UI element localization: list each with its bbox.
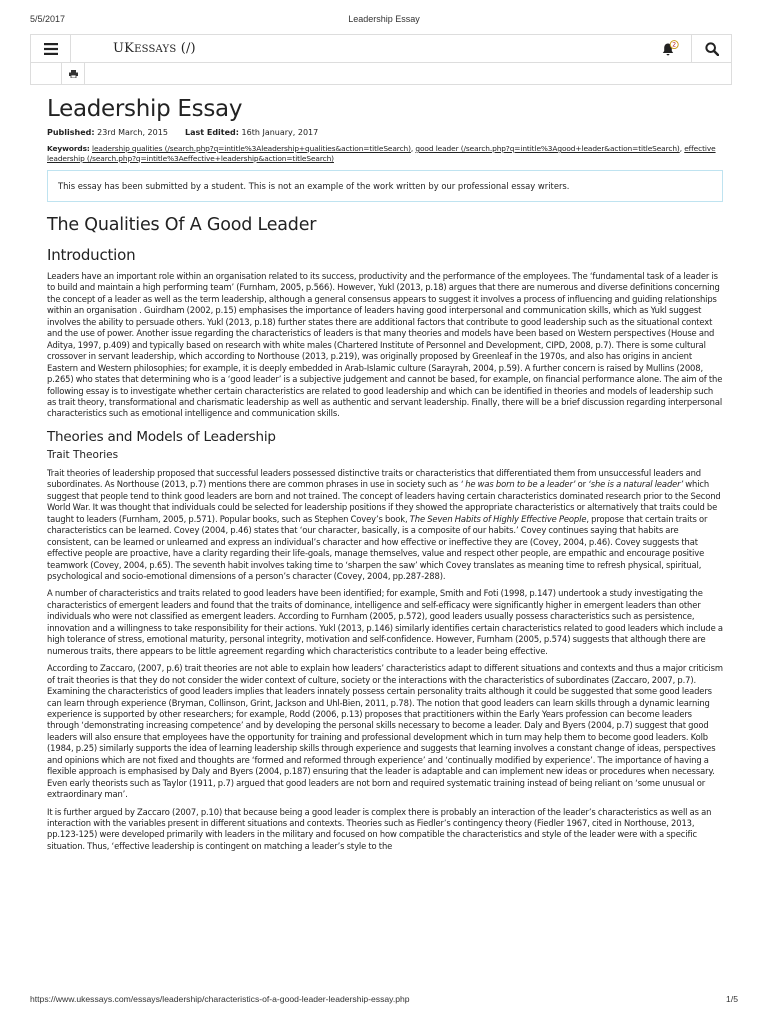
section-heading: Theories and Models of Leadership — [47, 428, 276, 445]
paragraph: It is further argued by Zaccaro (2007, p.10) that because being a good leader is complex there is probably an interaction of the leader’s characteristics as well as an interaction with the variables present in different situations and contexts. Theories such as Fiedler’s contingency theory (Fiedler 1967, cited in Northouse, 2013, pp.123-125) were developed primarily with leaders in the military and focused on how compatible the characteristics and style of the leader were with a specific situation. Thus, ‘effective leadership is contingent on matching a leader’s style to the — [47, 806, 712, 851]
site-navbar — [30, 34, 732, 63]
print-footer — [30, 994, 738, 1008]
section-heading: The Qualities Of A Good Leader — [47, 215, 317, 235]
keyword-link[interactable]: leadership qualities (/search.php?q=intitle%3Aleadership+qualities&action=titleSearch) — [91, 144, 411, 153]
menu-button[interactable] — [31, 35, 71, 62]
edited-label: Last Edited: — [185, 128, 239, 137]
edited-date: 16th January, 2017 — [241, 128, 319, 137]
student-essay-notice: This essay has been submitted by a student. This is not an example of the work written by our professional essay writers. — [47, 170, 723, 202]
bell-icon — [661, 40, 681, 58]
print-date: 5/5/2017 — [30, 14, 66, 24]
published-date: 23rd March, 2015 — [97, 128, 168, 137]
paragraph: According to Zaccaro, (2007, p.6) trait theories are not able to explain how leaders’ characteristics adapt to different situations and contexts and thus a major criticism of trait theories is that they do not consider the wider context of culture, society or the interactions with the characteristics of subordinates (Zaccaro, 2007, p.7). Examining the characteristics of good leaders implies that leaders innately possess certain personality traits although it could be suggested that some good leaders can learn through experience (Bryman, Collinson, Grint, Jackson and Uhl-Bien, 2011, p.78). The notion that good leaders can learn skills through a dynamic learning experience is supported by other researchers; for example, Rodd (2006, p.13) proposes that practitioners within the Early Years profession can become leaders through ‘demonstrating increasing competence’ and by developing the personal skills necessary to become a leader. Daly and Byers (2004, p.7) suggest that good leaders will also ensure that employees have the opportunity for training and professional development which in turn may help them to become good leaders. Kolb (1984, p.25) similarly supports the idea of learning leadership skills through experience and suggests that learning involves a constant change of ideas, perspectives and opinions which are not fixed and thoughts are ‘formed and reformed through experience’ and ‘continually modified by experience’. The importance of having a flexible approach is emphasised by Daly and Byers (2004, p.187) ensuring that the leader is adaptable and can implement new ideas or procedures when necessary. Even early theorists such as Taylor (1911, p.7) argued that good leaders are not born and required systematic training instead of being reliant on ‘some unusual or extraordinary man’. — [47, 663, 723, 800]
keyword-link[interactable]: good leader (/search.php?q=intitle%3Agood+leader&action=titleSearch) — [415, 144, 680, 153]
site-logo[interactable]: UKESSAYS (/) — [113, 41, 196, 56]
notifications-button[interactable] — [653, 35, 689, 62]
notification-count: 2 — [672, 41, 677, 49]
hamburger-icon — [44, 43, 58, 55]
paragraph: A number of characteristics and traits related to good leaders have been identified; for example, Smith and Foti (1998, p.147) undertook a study investigating the characteristics of emergent leaders and found that the traits of dominance, intelligence and self-efficacy were significantly higher in emergent leaders than other individuals who were not classified as emergent leaders. According to Furnham (2005, p.572), good leaders usually possess characteristics such as persistence, innovation and a willingness to take responsibility for their actions. Yukl (2013, p.146) similarly identifies certain characteristics related to good leaders which include a high tolerance of stress, emotional maturity, personal integrity, motivation and self-confidence. However, Furnham (2005, p.574) suggests that although there are numerous traits, there appears to be little agreement regarding which characteristics contribute to a leader being effective. — [47, 588, 723, 656]
paragraph: Trait theories of leadership proposed that successful leaders possessed distinctive traits or characteristics that differentiated them from unsuccessful leaders and subordinates. As Northouse (2013, p.7) mentions there are common phrases in use in society such as ‘ he was born to be a leader’ or ‘she is a natural leader’ which suggest that people tend to think good leaders are born and not trained. The concept of leaders having certain characteristics dominated research prior to the Second World War. It was thought that individuals could be selected for leadership positions if they showed the appropriate characteristics or alternatively that traits could be taught to leaders (Furnham, 2005, p.571). Popular books, such as Stephen Covey’s book, The Seven Habits of Highly Effective People, propose that certain traits or characteristics can be learned. Covey (2004, p.46) states that ‘our character, basically, is a composite of our habits.’ Covey continues saying that habits are consistent, can be learned or unlearned and express an individual’s character and how effective or ineffective they are (Covey, 2004, p.46). Covey suggests that effective people are proactive, have a clarity regarding their life-goals, manage themselves, value and respect other people, are empathic and encourage positive teamwork (Covey, 2004, p.65). The seventh habit involves taking time to ‘sharpen the saw’ which Covey translates as meaning time to refresh physical, spiritual, psychological and socio-emotional dimensions of a person’s character (Covey, 2004, pp.287-288). — [47, 467, 721, 581]
print-url: https://www.ukessays.com/essays/leadership/characteristics-of-a-good-leader-leadership-essay.php — [30, 994, 410, 1004]
tool-bar — [30, 63, 732, 85]
article-meta — [47, 127, 723, 138]
print-title: Leadership Essay — [348, 14, 420, 24]
print-button[interactable] — [61, 63, 85, 84]
print-header — [30, 14, 738, 28]
search-icon — [705, 42, 719, 56]
printer-icon — [69, 70, 78, 78]
keywords-label: Keywords: — [47, 144, 90, 153]
page-title: Leadership Essay — [47, 96, 243, 122]
keywords: Keywords: leadership qualities (/search.php?q=intitle%3Aleadership+qualities&action=titleSearch), good leader (/search.php?q=intitle%3Agood+leader&action=titleSearch), effective leadership (/search.php?q=intitle%3Aeffective+leadership&action=titleSearch) — [47, 144, 716, 163]
page-number: 1/5 — [726, 994, 738, 1004]
published-label: Published: — [47, 128, 95, 137]
keyword-link[interactable]: effective leadership (/search.php?q=intitle%3Aeffective+leadership&action=titleSearch) — [47, 144, 716, 163]
paragraph: Leaders have an important role within an organisation related to its success, productivity and the performance of the employees. The ‘fundamental task of a leader is to build and maintain a high performing team’ (Furnham, 2005, p.566). However, Yukl (2013, p.18) argues that there are numerous and diverse definitions concerning the concept of a leader as well as the term leadership, although a general consensus appears to suggest it involves a process of influencing and guiding relationships within an organisation . Guirdham (2002, p.15) emphasises the importance of leaders having good interpersonal and communication skills, which as Yukl suggest involves the ability to persuade others. Yukl (2013, p.18) further states there are additional factors that contribute to good leadership such as the situational context and the use of power. Another issue regarding the characteristics of leaders is that many theories and models have been based on Western perspectives (House and Aditya, 1997, p.409) and typically based on research with white males (Chartered Institute of Personnel and Development, CIPD, 2008, p.7). There is some cultural crossover in servant leadership, which according to Northouse (2013, p.219), was originally proposed by Greenleaf in the 1970s, and also has origins in ancient Eastern and Western philosophies; for example, it is deeply embedded in Arab-Islamic culture (Sarayrah, 2004, p.59). A further concern is raised by Mullins (2008, p.265) who states that determining who is a ‘good leader’ is a subjective judgement and cannot be based, for example, on financial performance alone. The aim of the following essay is to investigate whether certain characteristics are related to good leadership and which can be identified in theories and models of leadership such as trait theory, transformational and charismatic leadership as well as authentic and servant leadership. Finally, there will be a brief discussion regarding interpersonal characteristics such as emotional intelligence and communication skills. — [47, 271, 723, 419]
search-button[interactable] — [691, 35, 731, 62]
article — [47, 95, 723, 852]
subsection-heading: Trait Theories — [47, 448, 119, 461]
section-heading: Introduction — [47, 246, 136, 264]
